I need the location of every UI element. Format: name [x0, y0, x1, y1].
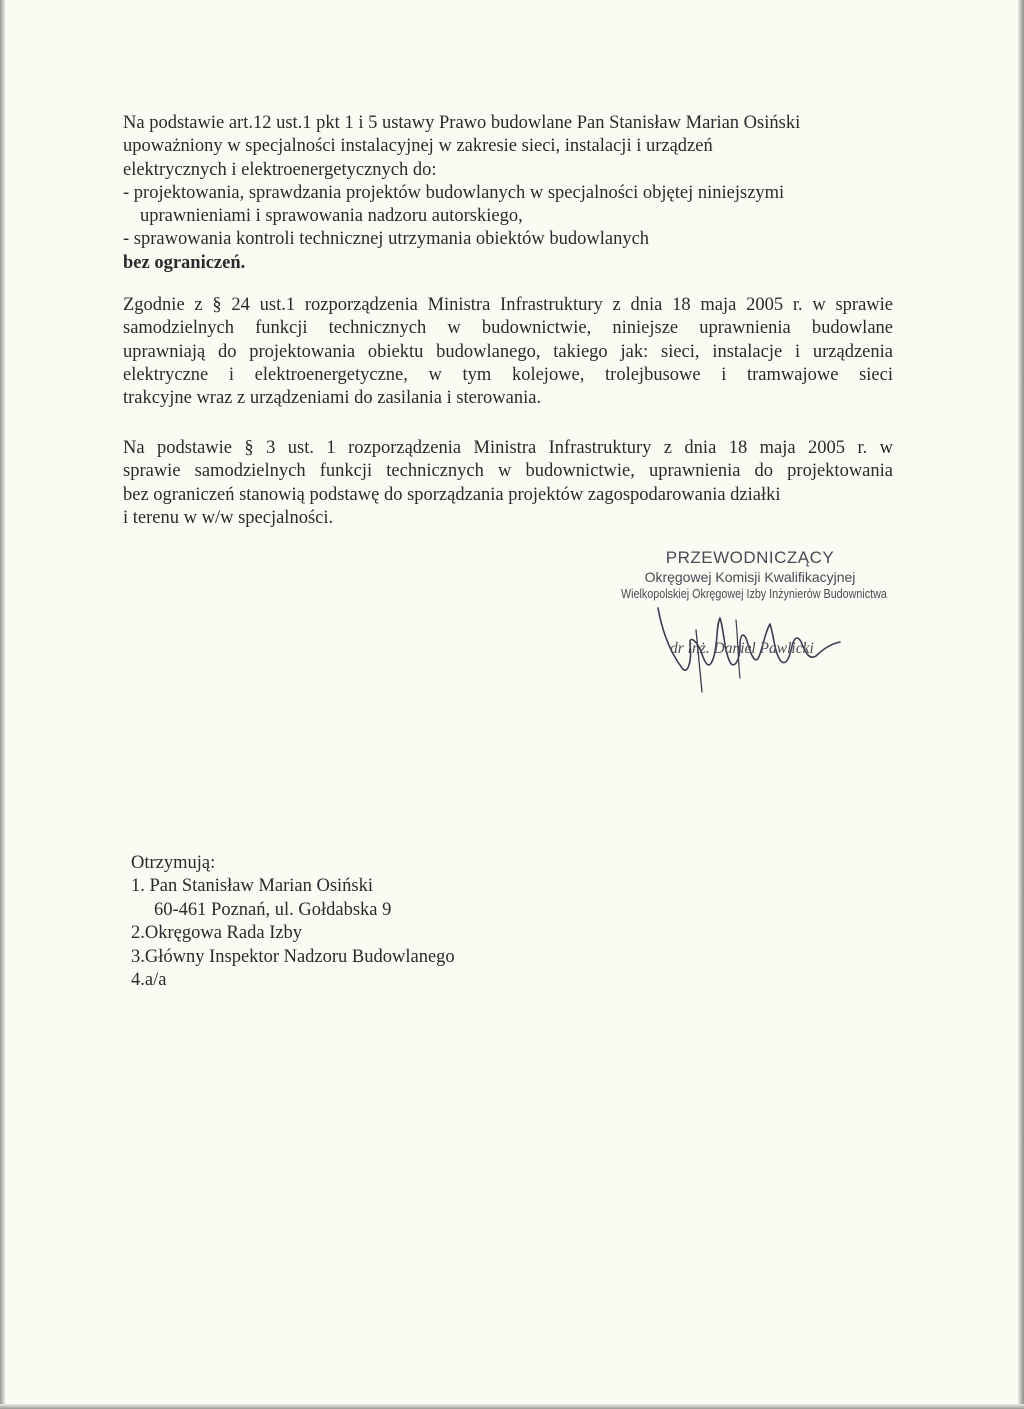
paragraph-line: elektrycznych i elektroenergetycznych do:: [123, 159, 437, 180]
paragraph-line: elektryczne i elektroenergetyczne, w tym kolejowe, trolejbusowe i tramwajowe sieci: [123, 364, 893, 385]
recipient-item: 4.a/a: [131, 970, 167, 991]
paragraph-line: sprawie samodzielnych funkcji technicznych w budownictwie, uprawnienia do projektowania: [123, 461, 893, 482]
paragraph-line: uprawniają do projektowania obiektu budowlanego, takiego jak: sieci, instalacje i urządzenia: [123, 341, 893, 362]
paragraph-regulation-3: [123, 437, 893, 530]
paragraph-line: trakcyjne wraz z urządzeniami do zasilania i sterowania.: [123, 388, 542, 409]
recipient-item: 2.Okręgowa Rada Izby: [131, 923, 303, 944]
list-item-line: uprawnieniami i sprawowania nadzoru autorskiego,: [140, 206, 523, 227]
paragraph-line: bez ograniczeń stanowią podstawę do sporządzania projektów zagospodarowania działki: [123, 484, 781, 505]
paragraph-line: Na podstawie § 3 ust. 1 rozporządzenia Ministra Infrastruktury z dnia 18 maja 2005 r. w: [123, 438, 893, 458]
list-item-line: - sprawowania kontroli technicznej utrzymania obiektów budowlanych: [123, 229, 650, 250]
paragraph-line: samodzielnych funkcji technicznych w budownictwie, niniejsze uprawnienia budowlane: [123, 318, 893, 339]
signatory-name: dr inż. Daniel Pawlicki: [670, 640, 814, 657]
paragraph-line: Zgodnie z § 24 ust.1 rozporządzenia Ministra Infrastruktury z dnia 18 maja 2005 r. w sprawie: [123, 295, 893, 315]
paragraph-line: upoważniony w specjalności instalacyjnej w zakresie sieci, instalacji i urządzeń: [123, 136, 713, 157]
paragraph-line: i terenu w w/w specjalności.: [123, 507, 334, 528]
recipient-item: 3.Główny Inspektor Nadzoru Budowlanego: [131, 946, 455, 967]
recipients-heading: Otrzymują:: [131, 853, 216, 873]
no-restrictions-label: bez ograniczeń.: [123, 252, 246, 273]
list-item-line: - projektowania, sprawdzania projektów budowlanych w specjalności objętej niniejszymi: [123, 182, 785, 203]
paragraph-line: Na podstawie art.12 ust.1 pkt 1 i 5 ustawy Prawo budowlane Pan Stanisław Marian Osiński: [123, 113, 801, 133]
stamp-chamber: Wielkopolskiej Okręgowej Izby Inżynierów Budownictwa: [621, 587, 887, 601]
scan-left-edge: [0, 0, 5, 1409]
recipient-address: 60-461 Poznań, ul. Gołdabska 9: [154, 899, 392, 920]
paragraph-regulation-24: [123, 294, 893, 410]
recipient-item: 1. Pan Stanisław Marian Osiński: [131, 876, 374, 897]
paragraph-authorization: [123, 112, 893, 275]
stamp-title: PRZEWODNICZĄCY: [665, 548, 835, 567]
scan-bottom-edge: [0, 1404, 1024, 1409]
scan-right-edge: [1018, 0, 1024, 1409]
recipients-list: [131, 852, 455, 992]
stamp-committee: Okręgowej Komisji Kwalifikacyjnej: [644, 569, 856, 585]
